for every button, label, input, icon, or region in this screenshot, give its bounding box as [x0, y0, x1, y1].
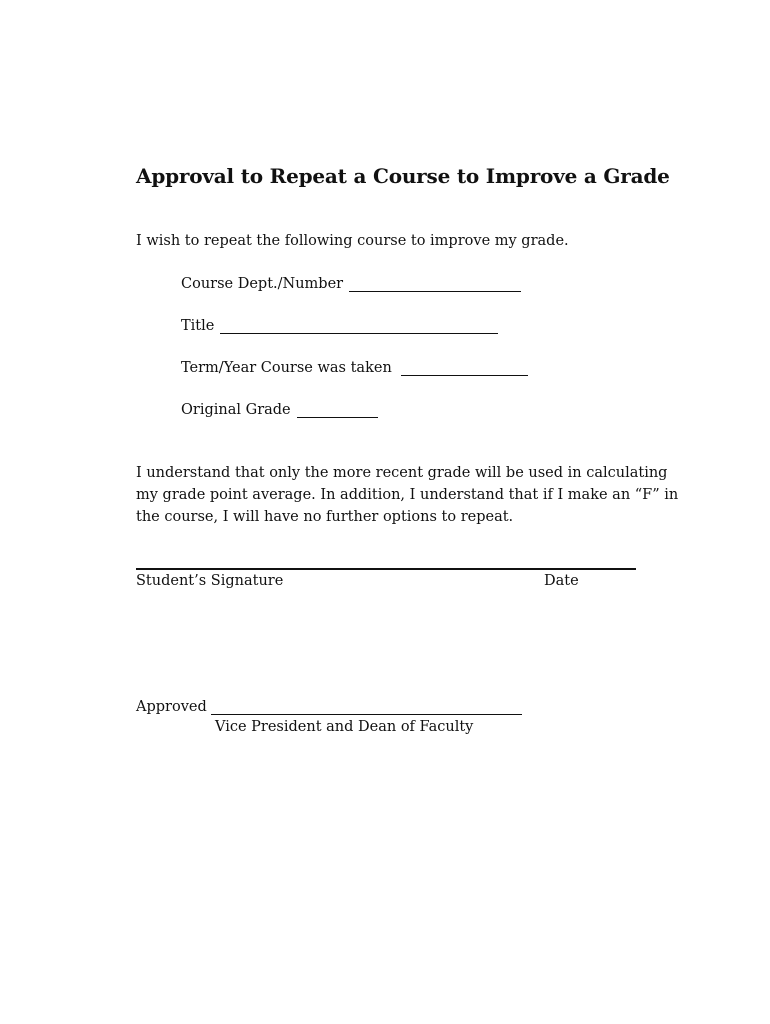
statement-line: the course, I will have no further options to repeat.	[136, 509, 514, 525]
course-dept-number-field	[181, 276, 521, 292]
course-title-label: Title	[181, 318, 215, 334]
course-title-field	[181, 318, 498, 334]
term-year-blank[interactable]	[401, 361, 528, 376]
approval-signature-blank[interactable]	[211, 700, 522, 715]
student-signature-label: Student’s Signature	[136, 573, 284, 589]
intro-text: I wish to repeat the following course to improve my grade.	[136, 233, 569, 249]
original-grade-field	[181, 402, 378, 418]
date-label: Date	[544, 573, 579, 589]
approver-title: Vice President and Dean of Faculty	[215, 719, 474, 735]
acknowledgement-statement	[136, 462, 679, 528]
approval-field	[136, 699, 522, 715]
original-grade-blank[interactable]	[297, 403, 378, 418]
form-title: Approval to Repeat a Course to Improve a Grade	[136, 164, 670, 188]
statement-line: I understand that only the more recent grade will be used in calculating	[136, 465, 668, 481]
term-year-field	[181, 360, 528, 376]
course-title-blank[interactable]	[220, 319, 498, 334]
term-year-label: Term/Year Course was taken	[181, 360, 392, 376]
statement-line: my grade point average. In addition, I understand that if I make an “F” in	[136, 487, 679, 503]
approved-label: Approved	[136, 699, 207, 715]
original-grade-label: Original Grade	[181, 402, 291, 418]
course-dept-number-blank[interactable]	[349, 277, 521, 292]
signature-line[interactable]	[136, 568, 636, 570]
course-dept-number-label: Course Dept./Number	[181, 276, 344, 292]
